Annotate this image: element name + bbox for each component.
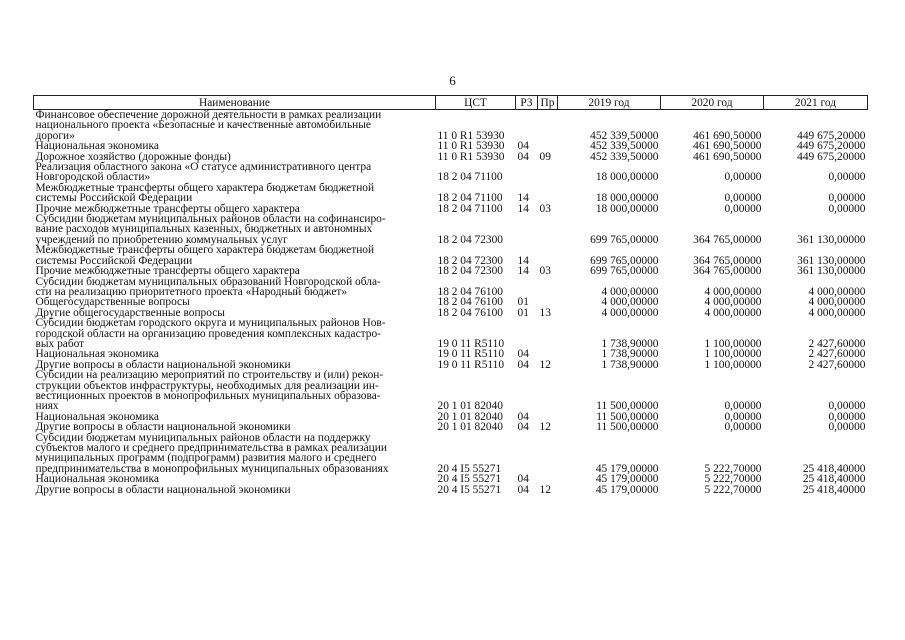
cell-y2019: 45 179,00000 [595, 483, 659, 496]
cell-cst: 20 4 I5 55271 [437, 462, 502, 475]
cell-y2020: 364 765,00000 [693, 233, 762, 246]
cell-y2021: 2 427,60000 [808, 337, 866, 350]
cell-name-line: Субсидии бюджетам городского округа и муниципальных районов Нов- [35, 317, 386, 330]
cell-name-line: Национальная экономика [35, 140, 159, 153]
cell-name [34, 214, 436, 245]
cell-y2021: 0,00000 [828, 421, 866, 434]
cell-y2021: 25 418,40000 [802, 462, 866, 475]
cell-y2019: 18 000,00000 [595, 202, 659, 215]
cell-cst: 18 2 04 71100 [437, 192, 503, 205]
cell-rz [516, 370, 538, 412]
cell-rz: 01 [517, 296, 529, 309]
cell-name-line: вестиционных проектов в монопрофильных муниципальных образова- [35, 389, 381, 402]
cell-y2019: 11 500,00000 [596, 410, 659, 423]
cell-pr: 12 [539, 358, 551, 371]
cell-rz: 04 [517, 410, 529, 423]
cell-rz: 14 [517, 192, 529, 205]
cell-y2019: 4 000,00000 [601, 285, 659, 298]
cell-y2019: 4 000,00000 [601, 296, 659, 309]
cell-name-line: Другие вопросы в области национальной экономики [35, 421, 291, 434]
cell-name-line: Другие общегосударственные вопросы [35, 306, 225, 319]
cell-name-line: струкции объектов инфраструктуры, необходимых для реализации ин- [35, 379, 379, 392]
column-header-name: Наименование [34, 96, 436, 110]
cell-y2020: 5 222,70000 [704, 483, 762, 496]
cell-y2020: 461 690,50000 [693, 129, 762, 142]
cell-rz: 04 [517, 483, 529, 496]
cell-rz: 04 [517, 150, 529, 163]
cell-y2019: 4 000,00000 [601, 306, 659, 319]
cell-pr [538, 370, 558, 412]
cell-pr [538, 110, 558, 142]
cell-y2019: 18 000,00000 [595, 192, 659, 205]
cell-name-line: субъектов малого и среднего предпринимательства в рамках реализации [35, 442, 387, 454]
cell-y2019: 1 738,90000 [601, 348, 659, 361]
cell-name-line: Реализация областного закона «О статусе административного центра [35, 161, 372, 174]
cell-y2020: 364 765,00000 [693, 254, 762, 267]
cell-cst: 18 2 04 76100 [437, 285, 503, 298]
cell-cst: 11 0 R1 53930 [437, 140, 505, 153]
cell-rz: 01 [517, 306, 529, 319]
cell-y2021: 361 130,00000 [797, 265, 866, 278]
cell-y2021: 0,00000 [828, 410, 866, 423]
cell-name [34, 110, 436, 142]
cell-y2021: 0,00000 [828, 171, 866, 184]
table-header [34, 96, 868, 110]
cell-y2020: 5 222,70000 [704, 473, 762, 486]
cell-y2021: 0,00000 [828, 400, 866, 413]
cell-pr [538, 162, 558, 183]
cell-rz: 04 [517, 348, 529, 361]
cell-name [34, 162, 436, 183]
cell-y2019: 45 179,00000 [595, 462, 659, 475]
column-header-pr: Пр [538, 96, 558, 110]
cell-name [34, 266, 436, 276]
cell-y2021: 361 130,00000 [797, 233, 866, 246]
cell-pr [538, 245, 558, 266]
cell-name-line: ниях [35, 400, 59, 413]
cell-name-line: Национальная экономика [35, 410, 159, 423]
table-row [34, 433, 868, 475]
cell-y2019: 11 500,00000 [596, 400, 659, 413]
cell-y2021: 449 675,20000 [797, 129, 866, 142]
cell-pr: 12 [539, 483, 551, 496]
cell-name-line: Субсидии на реализацию мероприятий по строительству и (или) рекон- [35, 369, 384, 382]
cell-rz: 04 [517, 358, 529, 371]
cell-rz [516, 110, 538, 142]
cell-name [34, 318, 436, 349]
cell-rz [516, 214, 538, 245]
cell-cst: 19 0 11 R5110 [437, 358, 505, 371]
cell-cst: 11 0 R1 53930 [437, 150, 505, 163]
cell-cst: 20 1 01 82040 [437, 421, 503, 434]
table-row [34, 370, 868, 412]
cell-pr [538, 183, 558, 204]
cell-cst: 20 4 I5 55271 [437, 473, 502, 486]
table-row [34, 162, 868, 183]
cell-name-line: сти на реализацию приоритетного проекта «Народный бюджет» [35, 285, 348, 298]
cell-cst: 18 2 04 76100 [437, 296, 503, 309]
cell-pr: 12 [539, 421, 551, 434]
column-header-cst: ЦСТ [436, 96, 516, 110]
table-row [34, 485, 868, 495]
cell-name-line: Прочие межбюджетные трансферты общего характера [35, 202, 300, 215]
cell-name-line: системы Российской Федерации [35, 192, 193, 205]
cell-cst: 18 2 04 71100 [437, 171, 503, 184]
cell-name-line: Финансовое обеспечение дорожной деятельности в рамках реализации [35, 109, 382, 121]
cell-cst: 20 1 01 82040 [437, 400, 503, 413]
table-row [34, 110, 868, 142]
cell-y2020: 4 000,00000 [704, 285, 762, 298]
cell-name [34, 485, 436, 495]
column-header-rz: РЗ [516, 96, 538, 110]
cell-cst: 11 0 R1 53930 [437, 129, 505, 142]
cell-name-line: Межбюджетные трансферты общего характера бюджетам бюджетной [35, 181, 375, 194]
cell-name-line: Национальная экономика [35, 348, 159, 361]
cell-y2019: 452 339,50000 [590, 129, 659, 142]
table-row [34, 245, 868, 266]
cell-y2021: 4 000,00000 [808, 306, 866, 319]
cell-y2021: 25 418,40000 [802, 473, 866, 486]
cell-name [34, 433, 436, 475]
cell-y2020: 1 100,00000 [704, 337, 762, 350]
table-row [34, 277, 868, 298]
table-row [34, 183, 868, 204]
cell-name-line: учреждений по приобретению коммунальных услуг [35, 233, 288, 246]
column-header-2020: 2020 год [661, 96, 764, 110]
cell-y2019: 452 339,50000 [590, 140, 659, 153]
cell-name-line: Прочие межбюджетные трансферты общего характера [35, 265, 300, 278]
cell-y2020: 4 000,00000 [704, 296, 762, 309]
cell-name-line: Другие вопросы в области национальной экономики [35, 358, 291, 371]
cell-y2020: 1 100,00000 [704, 358, 762, 371]
cell-name-line: Субсидии бюджетам муниципальных районов области на поддержку [35, 431, 371, 444]
cell-rz [516, 433, 538, 475]
cell-y2019: 45 179,00000 [595, 473, 659, 486]
cell-y2020: 0,00000 [724, 421, 762, 434]
cell-name-line: вых работ [35, 337, 85, 350]
cell-y2019: 11 500,00000 [596, 421, 659, 434]
cell-name-line: Новгородской области» [35, 171, 151, 184]
cell-cst: 20 4 I5 55271 [437, 483, 502, 496]
cell-name-line: системы Российской Федерации [35, 254, 193, 267]
cell-y2020: 4 000,00000 [704, 306, 762, 319]
cell-name-line: городской области на организацию проведения комплексных кадастро- [35, 327, 381, 340]
cell-y2021: 4 000,00000 [808, 285, 866, 298]
cell-name-line: Субсидии бюджетам муниципальных образований Новгородской обла- [35, 275, 381, 288]
cell-name-line: Общегосударственные вопросы [35, 296, 190, 309]
cell-y2020: 0,00000 [724, 171, 762, 184]
cell-y2020: 364 765,00000 [693, 265, 762, 278]
cell-name-line: предпринимательства в монопрофильных муниципальных образованиях [35, 462, 389, 475]
cell-y2019: 1 738,90000 [601, 358, 659, 371]
table-body [34, 110, 868, 496]
column-header-2021: 2021 год [764, 96, 868, 110]
cell-rz: 14 [517, 254, 529, 267]
cell-cst: 18 2 04 72300 [437, 233, 503, 246]
cell-y2019: 18 000,00000 [595, 171, 659, 184]
cell-y2021: 361 130,00000 [797, 254, 866, 267]
cell-cst: 19 0 11 R5110 [437, 348, 505, 361]
cell-y2021: 2 427,60000 [808, 348, 866, 361]
cell-pr [538, 277, 558, 298]
cell-y2021: 449 675,20000 [797, 140, 866, 153]
cell-rz [516, 318, 538, 349]
cell-name-line: национального проекта «Безопасные и качественные автомобильные [35, 119, 371, 132]
cell-y2020: 5 222,70000 [704, 462, 762, 475]
budget-table [33, 95, 868, 495]
column-header-2019: 2019 год [558, 96, 661, 110]
cell-name-line: Другие вопросы в области национальной экономики [35, 483, 291, 496]
cell-rz: 14 [517, 265, 529, 278]
cell-name-line: Национальная экономика [35, 473, 159, 486]
cell-y2021: 25 418,40000 [802, 483, 866, 496]
cell-name [34, 245, 436, 266]
cell-cst: 18 2 04 71100 [437, 202, 503, 215]
cell-y2019: 452 339,50000 [590, 150, 659, 163]
page-number: 6 [449, 73, 456, 88]
table-row [34, 318, 868, 349]
cell-y2020: 0,00000 [724, 410, 762, 423]
cell-name [34, 277, 436, 298]
cell-pr [538, 318, 558, 349]
cell-y2021: 0,00000 [828, 192, 866, 205]
cell-rz [516, 162, 538, 183]
cell-y2019: 699 765,00000 [590, 233, 659, 246]
cell-y2020: 0,00000 [724, 400, 762, 413]
cell-name-line: Межбюджетные трансферты общего характера бюджетам бюджетной [35, 244, 375, 257]
table-row [34, 266, 868, 276]
cell-pr: 03 [539, 265, 551, 278]
cell-rz: 04 [517, 473, 529, 486]
cell-rz [516, 277, 538, 298]
cell-y2020: 0,00000 [724, 202, 762, 215]
cell-y2021: 0,00000 [828, 202, 866, 215]
cell-y2019: 699 765,00000 [590, 254, 659, 267]
cell-y2020: 1 100,00000 [704, 348, 762, 361]
cell-y2021: 2 427,60000 [808, 358, 866, 371]
cell-name [34, 183, 436, 204]
cell-pr [538, 433, 558, 475]
cell-y2021: 4 000,00000 [808, 296, 866, 309]
cell-cst: 18 2 04 76100 [437, 306, 503, 319]
cell-name-line: Дорожное хозяйство (дорожные фонды) [35, 150, 231, 163]
cell-y2020: 461 690,50000 [693, 150, 762, 163]
cell-name-line: вание расходов муниципальных казенных, бюджетных и автономных [35, 223, 373, 236]
cell-rz: 04 [517, 421, 529, 434]
cell-y2019: 699 765,00000 [590, 265, 659, 278]
cell-y2021: 449 675,20000 [797, 150, 866, 163]
cell-rz: 04 [517, 140, 529, 153]
cell-rz: 14 [517, 202, 529, 215]
cell-name [34, 370, 436, 412]
cell-cst: 18 2 04 72300 [437, 265, 503, 278]
cell-name-line: дороги» [35, 129, 75, 142]
cell-pr: 13 [539, 306, 551, 319]
cell-name-line: муниципальных программ (подпрограмм) развития малого и среднего [35, 452, 377, 465]
cell-cst: 19 0 11 R5110 [437, 337, 505, 350]
cell-name-line: Субсидии бюджетам муниципальных районов области на софинансиро- [35, 213, 386, 226]
cell-pr: 09 [539, 150, 551, 163]
table-row [34, 214, 868, 245]
cell-pr: 03 [539, 202, 551, 215]
cell-y2020: 0,00000 [724, 192, 762, 205]
cell-y2019: 1 738,90000 [601, 337, 659, 350]
cell-cst: 18 2 04 72300 [437, 254, 503, 267]
cell-cst: 20 1 01 82040 [437, 410, 503, 423]
cell-y2020: 461 690,50000 [693, 140, 762, 153]
cell-pr [538, 214, 558, 245]
